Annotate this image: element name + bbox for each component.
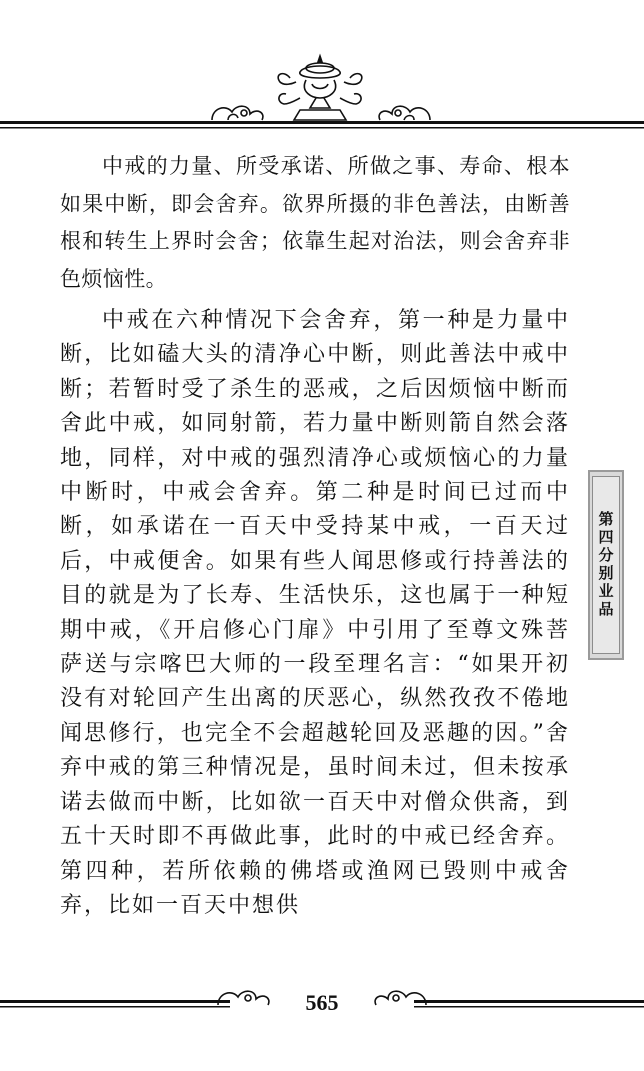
ritual-vase-ornament-icon	[278, 56, 362, 120]
header-rules	[0, 121, 644, 129]
header-ornament	[0, 0, 644, 140]
cloud-left-icon	[212, 106, 263, 120]
page-body	[60, 148, 570, 923]
chapter-side-tab-label: 第四分别业品	[596, 511, 615, 619]
paragraph-text: 中戒在六种情况下会舍弃，第一种是力量中断，比如磕大头的清净心中断，则此善法中戒中断；若暂时受了杀生的恶戒，之后因烦恼中断而舍此中戒，如同射箭，若力量中断则箭自然会落地，同样，对中戒的强烈清净心或烦恼心的力量中断时，中戒会舍弃。第二种是时间已过而中断，如承诺在一百天中受持某中戒，一百天过后，中戒便舍。如果有些人闻思修或行持善法的目的就是为了长寿、生活快乐，这也属于一种短期中戒，《开启修心门扉》中引用了至尊文殊菩萨送与宗喀巴大师的一段至理名言：“如果开初没有对轮回产生出离的厌恶心，纵然孜孜不倦地闻思修行，也完全不会超越轮回及恶趣的因。”舍弃中戒的第三种情况是，虽时间未过，但未按承诺去做而中断，比如欲一百天中对僧众供斋，到五十天时即不再做此事，此时的中戒已经舍弃。第四种，若所依赖的佛塔或渔网已毁则中戒舍弃，比如一百天中想供	[60, 308, 570, 918]
paragraph-2	[60, 304, 570, 923]
cloud-right-icon	[379, 106, 430, 120]
paragraph-1	[60, 148, 570, 298]
chapter-side-tab-frame	[592, 476, 620, 654]
chapter-side-tab	[588, 470, 624, 660]
page-number: 565	[305, 990, 339, 1015]
paragraph-text: 中戒的力量、所受承诺、所做之事、寿命、根本如果中断，即会舍弃。欲界所摄的非色善法，由断善根和转生上界时会舍；依靠生起对治法，则会舍弃非色烦恼性。	[60, 154, 570, 291]
